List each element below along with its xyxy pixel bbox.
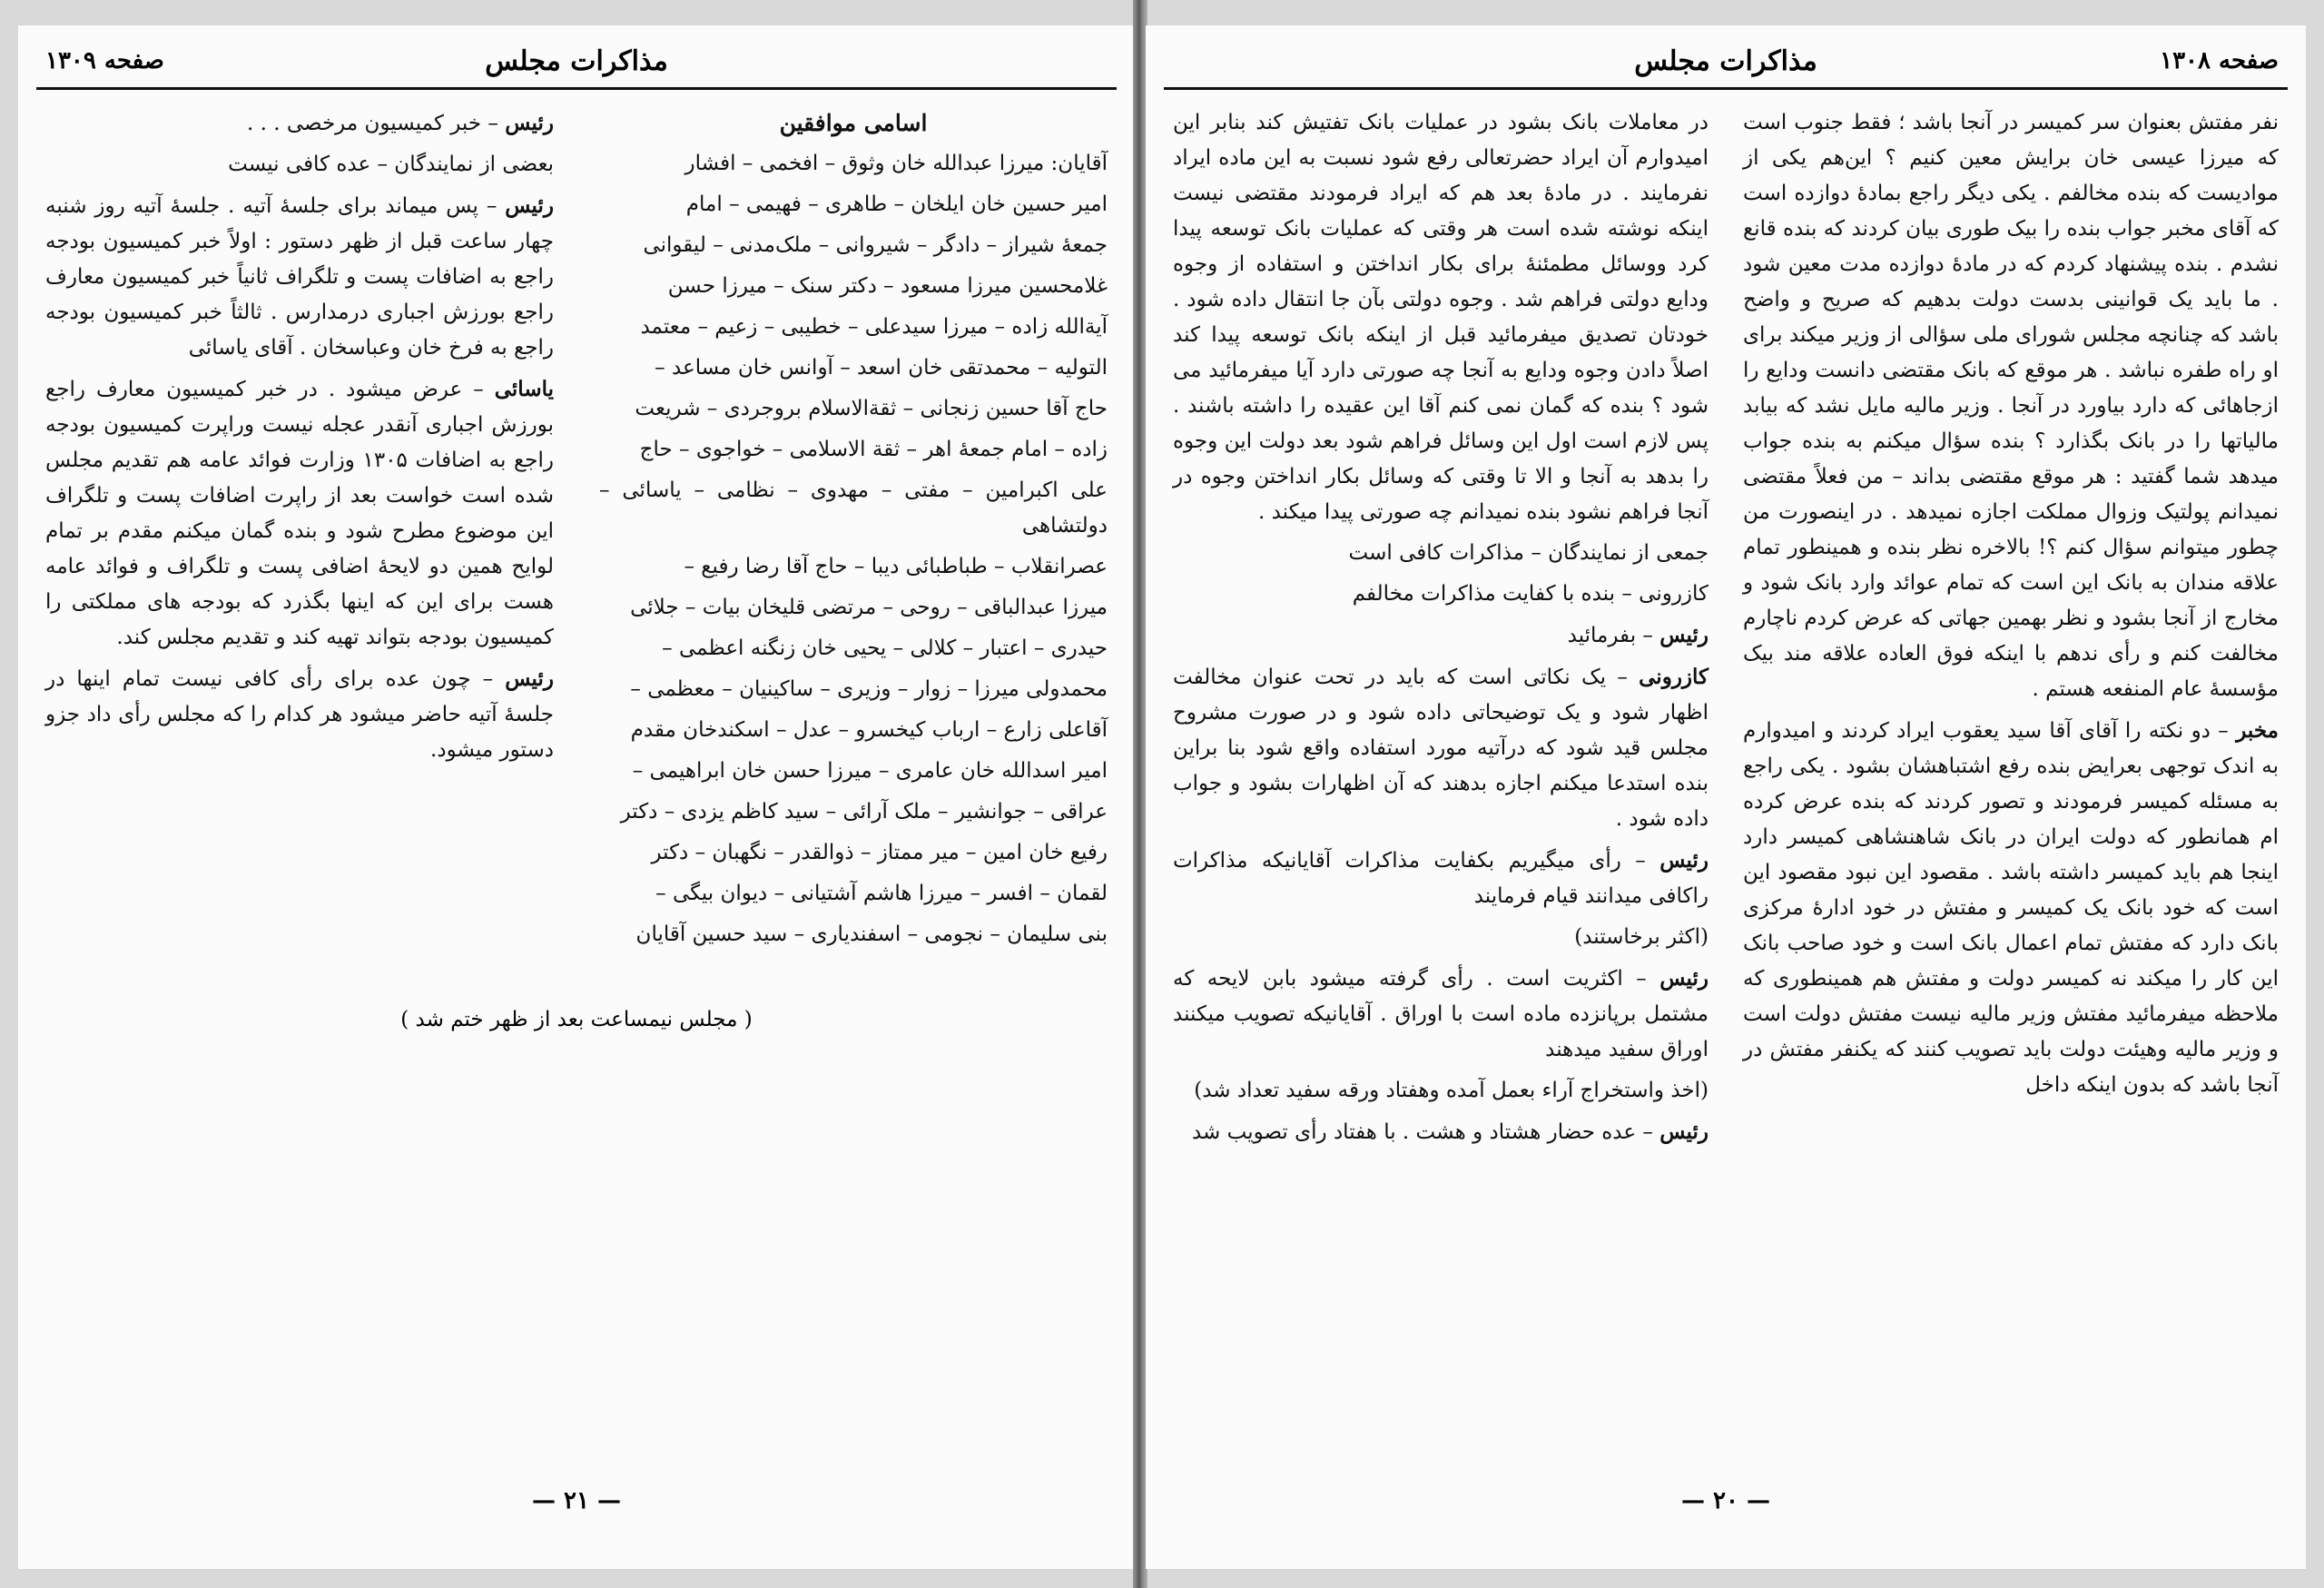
- paragraph-text: جمعی از نمایندگان – مذاکرات کافی است: [1348, 541, 1709, 565]
- paragraph: [1173, 536, 1709, 571]
- speaker-name: رئیس: [1659, 1119, 1709, 1144]
- page-title: مذاکرات مجلس: [485, 45, 668, 77]
- paragraph-text: (اخذ واستخراج آراء بعمل آمده وهفتاد ورقه سفید تعداد شد): [1194, 1079, 1709, 1102]
- paragraph-text: – پس میماند برای جلسهٔ آتیه . جلسهٔ آتیه روز شنبه چهار ساعت قبل از ظهر دستور : اولاً خبر کمیسیون بودجه راجع به اضافات پست و تلگراف ثانیاً خبر کمیسیون معارف راجع بورزش اجباری درمدارس . ثالثاً خبر کمیسیون بودجه راجع به فرخ خان وعباسخان . آقای یاسائی: [45, 194, 554, 360]
- names-list-line: لقمان – افسر – میرزا هاشم آشتیانی – دیوان بیگی –: [655, 882, 1108, 905]
- page-header: [1164, 42, 2288, 90]
- page-number: صفحه ۱۳۰۹: [45, 47, 164, 74]
- names-heading: اسامی موافقین: [779, 110, 928, 136]
- names-list: [599, 146, 1108, 952]
- names-list-line: آقایان: میرزا عبدالله خان وثوق – افخمی – افشار: [684, 152, 1108, 175]
- names-list-line: عراقی – جوانشیر – ملک آرائی – سید کاظم یزدی – دکتر: [620, 800, 1108, 824]
- names-list-line: امیر حسین خان ایلخان – طاهری – فهیمی – امام: [685, 192, 1108, 216]
- names-list-line: عصرانقلاب – طباطبائی دیبا – حاج آقا رضا رفیع –: [684, 555, 1108, 578]
- paragraph: [1173, 920, 1709, 955]
- speaker-name: مخبر: [2236, 718, 2279, 743]
- speaker-name: رئیس: [505, 111, 554, 135]
- text-column-left: [1173, 105, 1709, 1156]
- speaker-name: رئیس: [1659, 623, 1709, 647]
- speaker-name: رئیس: [505, 193, 554, 218]
- paragraph-text: – یک نکاتی است که باید در تحت عنوان مخالفت اظهار شود و یک توضیحاتی داده شود و در صورت مشروح مجلس قید شود که درآتیه مورد استفاده واقع شود بنا براین بنده استدعا میکنم اجازه بدهند که آن اظهارات بشود و جواب داده شود .: [1173, 666, 1709, 831]
- paragraph: [45, 661, 554, 768]
- paragraph: [1173, 105, 1709, 530]
- paragraph-text: – دو نکته را آقای آقا سید یعقوب ایراد کردند و امیدوارم به اندک توجهی بعرایض بنده رفع اشتباهشان بشود . یکی راجع به مسئله کمیسر فرمودند و تصور کردند که بنده عرض کرده ام همانطور که دولت ایران در بانک شاهنشاهی کمیسر دارد اینجا هم باید کمیسر داشته باشد . مقصود این نبود مقصود این است که خود بانک یک کمیسر و مفتش در خود ادارهٔ مرکزی بانک دارد که مفتش تمام اعمال بانک است و خود صاحب بانک این کار را میکند نه کمیسر دولت و مفتش هم همینطوری که ملاحظه میفرمائید مفتش وزیر مالیه نیست مفتش دولت است و وزیر مالیه وهیئت دولت باید تصویب کنند که یکنفر مفتش در آنجا باشد که بدون اینکه داخل: [1743, 719, 2279, 1097]
- session-closing-note: ( مجلس نیمساعت بعد از ظهر ختم شد ): [400, 1008, 753, 1031]
- paragraph-text: بعضی از نمایندگان – عده کافی نیست: [228, 153, 554, 176]
- page-number: صفحه ۱۳۰۸: [2160, 47, 2279, 74]
- page-1309: [18, 25, 1135, 1569]
- paragraph: [1173, 1114, 1709, 1150]
- names-list-line: حیدری – اعتبار – کلالی – یحیی خان زنگنه اعظمی –: [662, 636, 1108, 660]
- names-list-line: آقاعلی زارع – ارباب کیخسرو – عدل – اسکندخان مقدم: [630, 718, 1108, 742]
- text-column-right: [1743, 105, 2279, 1109]
- paragraph: [45, 371, 554, 656]
- paragraph-text: نفر مفتش بعنوان سر کمیسر در آنجا باشد ؛ فقط جنوب است که میرزا عیسی خان برایش معین کنیم ؟ این‌هم یکی از موادیست که بنده مخالفم . یکی دیگر راجع بمادهٔ دوازده است که آقای مخبر جواب بنده را بیک طوری بیان کردند که بنده قانع نشدم . بنده پیشنهاد کردم که در مادهٔ دوازده مدت معین شود . ما باید یک قوانینی بدست دولت بدهیم که صریح و واضح باشد که چنانچه مجلس شورای ملی سؤالی از وزیر میکند برای او راه طفره نباشد . هر موقع که بانک مقتضی دانست ودایع را ازجاهائی که دارد بیاورد در آنجا . وزیر مالیه مایل نشد که بیابد مالیاتها را در بانک بگذارد ؟ بنده سؤال میکنم به بنده جواب میدهد شما گفتید : هر موقع مقتضی بداند – من فعلاً مقتضی نمیدانم پولتیک وزوال مملکت اجازه نمیدهد . در اینصورت من چطور میتوانم سؤال کنم ؟! بالاخره نظر بنده و همینطور تمام علاقه مندان به بانک این است که تمام عوائد وارد بانک شود و مخارج از آنجا بشود و نظر بهمین جهاتی که عرض کردم ناچارم مخالفت کنم و رأی ندهم با اینکه فوق العاده علاقه مند بیک مؤسسهٔ عام المنفعه هستم .: [1743, 111, 2279, 701]
- speaker-name: رئیس: [1659, 848, 1709, 873]
- names-list-line: میرزا عبدالباقی – روحی – مرتضی قلیخان بیات – جلائی: [630, 596, 1108, 619]
- paragraph-text: – رأی میگیریم بکفایت مذاکرات آقایانیکه مذاکرات راکافی میدانند قیام فرمایند: [1173, 849, 1709, 908]
- speaker-name: رئیس: [1659, 966, 1709, 991]
- names-list-line: زاده – امام جمعهٔ اهر – ثقة الاسلامی – خواجوی – حاج: [639, 438, 1108, 461]
- paragraph-text: در معاملات بانک بشود در عملیات بانک تفتیش کند بنابر این امیدوارم آن ایراد حضرتعالی رفع شود نسبت به این ماده ایراد نفرمایند . در مادهٔ بعد هم که ایراد فرمودند مقتضی نیست اینکه نوشته شده است هر وقتی که عملیات بانک توسعه پیدا کرد ووسائل مطمئنهٔ برای بکار انداختن و استفاده از وجوه ودایع دولتی فراهم شد . وجوه دولتی بآن جا انتقال داده شود . خودتان تصدیق میفرمائید قبل از اینکه بانک توسعه پیدا کند اصلاً دادن وجوه ودایع به آنجا چه صورتی دارد آیا میفرمائید می شود ؟ بنده که گمان نمی کنم آقا این عقیده را داشته باشند . پس لازم است اول این وسائل فراهم شود بعد دولت این وجوه را بدهد به آنجا و الا تا وقتی که وسائل بکار انداختن وجوه در آنجا فراهم نشود بنده نمیدانم چه صورتی پیدا میکند .: [1173, 111, 1709, 524]
- names-list-line: علی اکبرامین – مفتی – مهدوی – نظامی – یاسائی – دولتشاهی: [599, 478, 1108, 538]
- paragraph: [1173, 961, 1709, 1068]
- paragraph-text: – بفرمائید: [1567, 624, 1660, 647]
- names-column: [599, 105, 1108, 958]
- paragraph-text: کازرونی – بنده با کفایت مذاکرات مخالفم: [1352, 582, 1709, 606]
- speaker-name: رئیس: [505, 666, 554, 691]
- paragraph: [1173, 1073, 1709, 1109]
- names-list-line: امیر اسدالله خان عامری – میرزا حسن خان ابراهیمی –: [632, 759, 1108, 783]
- paragraph: [1743, 105, 2279, 707]
- paragraph: [45, 147, 554, 182]
- paragraph-text: – عده حضار هشتاد و هشت . با هفتاد رأی تصویب شد: [1191, 1120, 1660, 1144]
- names-list-line: حاج آقا حسین زنجانی – ثقة‌الاسلام بروجردی – شریعت: [635, 397, 1108, 420]
- paragraph: [1173, 577, 1709, 612]
- paragraph: [1173, 843, 1709, 914]
- names-list-line: رفیع خان امین – میر ممتاز – ذوالقدر – نگهبان – دکتر: [651, 841, 1108, 864]
- paragraph: [45, 188, 554, 366]
- paragraph-text: (اکثر برخاستند): [1574, 925, 1709, 949]
- names-list-line: جمعهٔ شیراز – دادگر – شیروانی – ملک‌مدنی – لیقوانی: [643, 233, 1108, 257]
- paragraph-text: – عرض میشود . در خبر کمیسیون معارف راجع بورزش اجباری آنقدر عجله نیست وراپرت کمیسیون بودجه راجع به اضافات ۱۳۰۵ وزارت فوائد عامه هم تقدیم مجلس شده است خواست بعد از راپرت اضافات پست و تلگراف این موضوع مطرح شود و بنده گمان میکنم مقدم بر تمام لوایح همین دو لایحهٔ اضافی پست و تلگراف و فوائد عامه هست برای این که اینها بگذرد که بودجه های مملکتی را کمیسیون بودجه بتواند تهیه کند و تقدیم مجلس کند.: [45, 378, 554, 649]
- names-list-line: آیة‌الله زاده – میرزا سیدعلی – خطیبی – زعیم – معتمد: [640, 315, 1108, 339]
- names-list-line: محمدولی میرزا – زوار – وزیری – ساکینیان – معظمی –: [630, 677, 1108, 701]
- paragraph: [1173, 617, 1709, 654]
- paragraph-text: – چون عده برای رأی کافی نیست تمام اینها در جلسهٔ آتیه حاضر میشود هر کدام را که مجلس رأی داد جزو دستور میشود.: [45, 667, 554, 762]
- names-list-line: غلامحسین میرزا مسعود – دکتر سنک – میرزا حسن: [667, 274, 1108, 298]
- page-footer-number: — ۲۰ —: [1680, 1487, 1771, 1514]
- names-list-line: بنی سلیمان – نجومی – اسفندیاری – سید حسین آقایان: [635, 922, 1108, 946]
- names-list-line: التولیه – محمدتقی خان اسعد – آوانس خان مساعد –: [655, 356, 1108, 380]
- paragraph-text: – خبر کمیسیون مرخصی . . .: [246, 112, 506, 135]
- page-footer-number: — ۲۱ —: [531, 1487, 622, 1514]
- paragraph-text: – اکثریت است . رأی گرفته میشود بابن لایحه که مشتمل برپانزده ماده است با اوراق . آقایانیکه تصویب میکنند اوراق سفید میدهند: [1173, 967, 1709, 1061]
- speaker-name: یاسائی: [494, 377, 554, 401]
- page-title: مذاکرات مجلس: [1634, 45, 1817, 77]
- paragraph: [1743, 713, 2279, 1103]
- paragraph: [45, 105, 554, 142]
- page-1308: [1146, 25, 2306, 1569]
- paragraph: [1173, 659, 1709, 837]
- proceedings-column: [45, 105, 554, 774]
- speaker-name: کازرونی: [1639, 665, 1709, 689]
- page-header: [36, 42, 1117, 90]
